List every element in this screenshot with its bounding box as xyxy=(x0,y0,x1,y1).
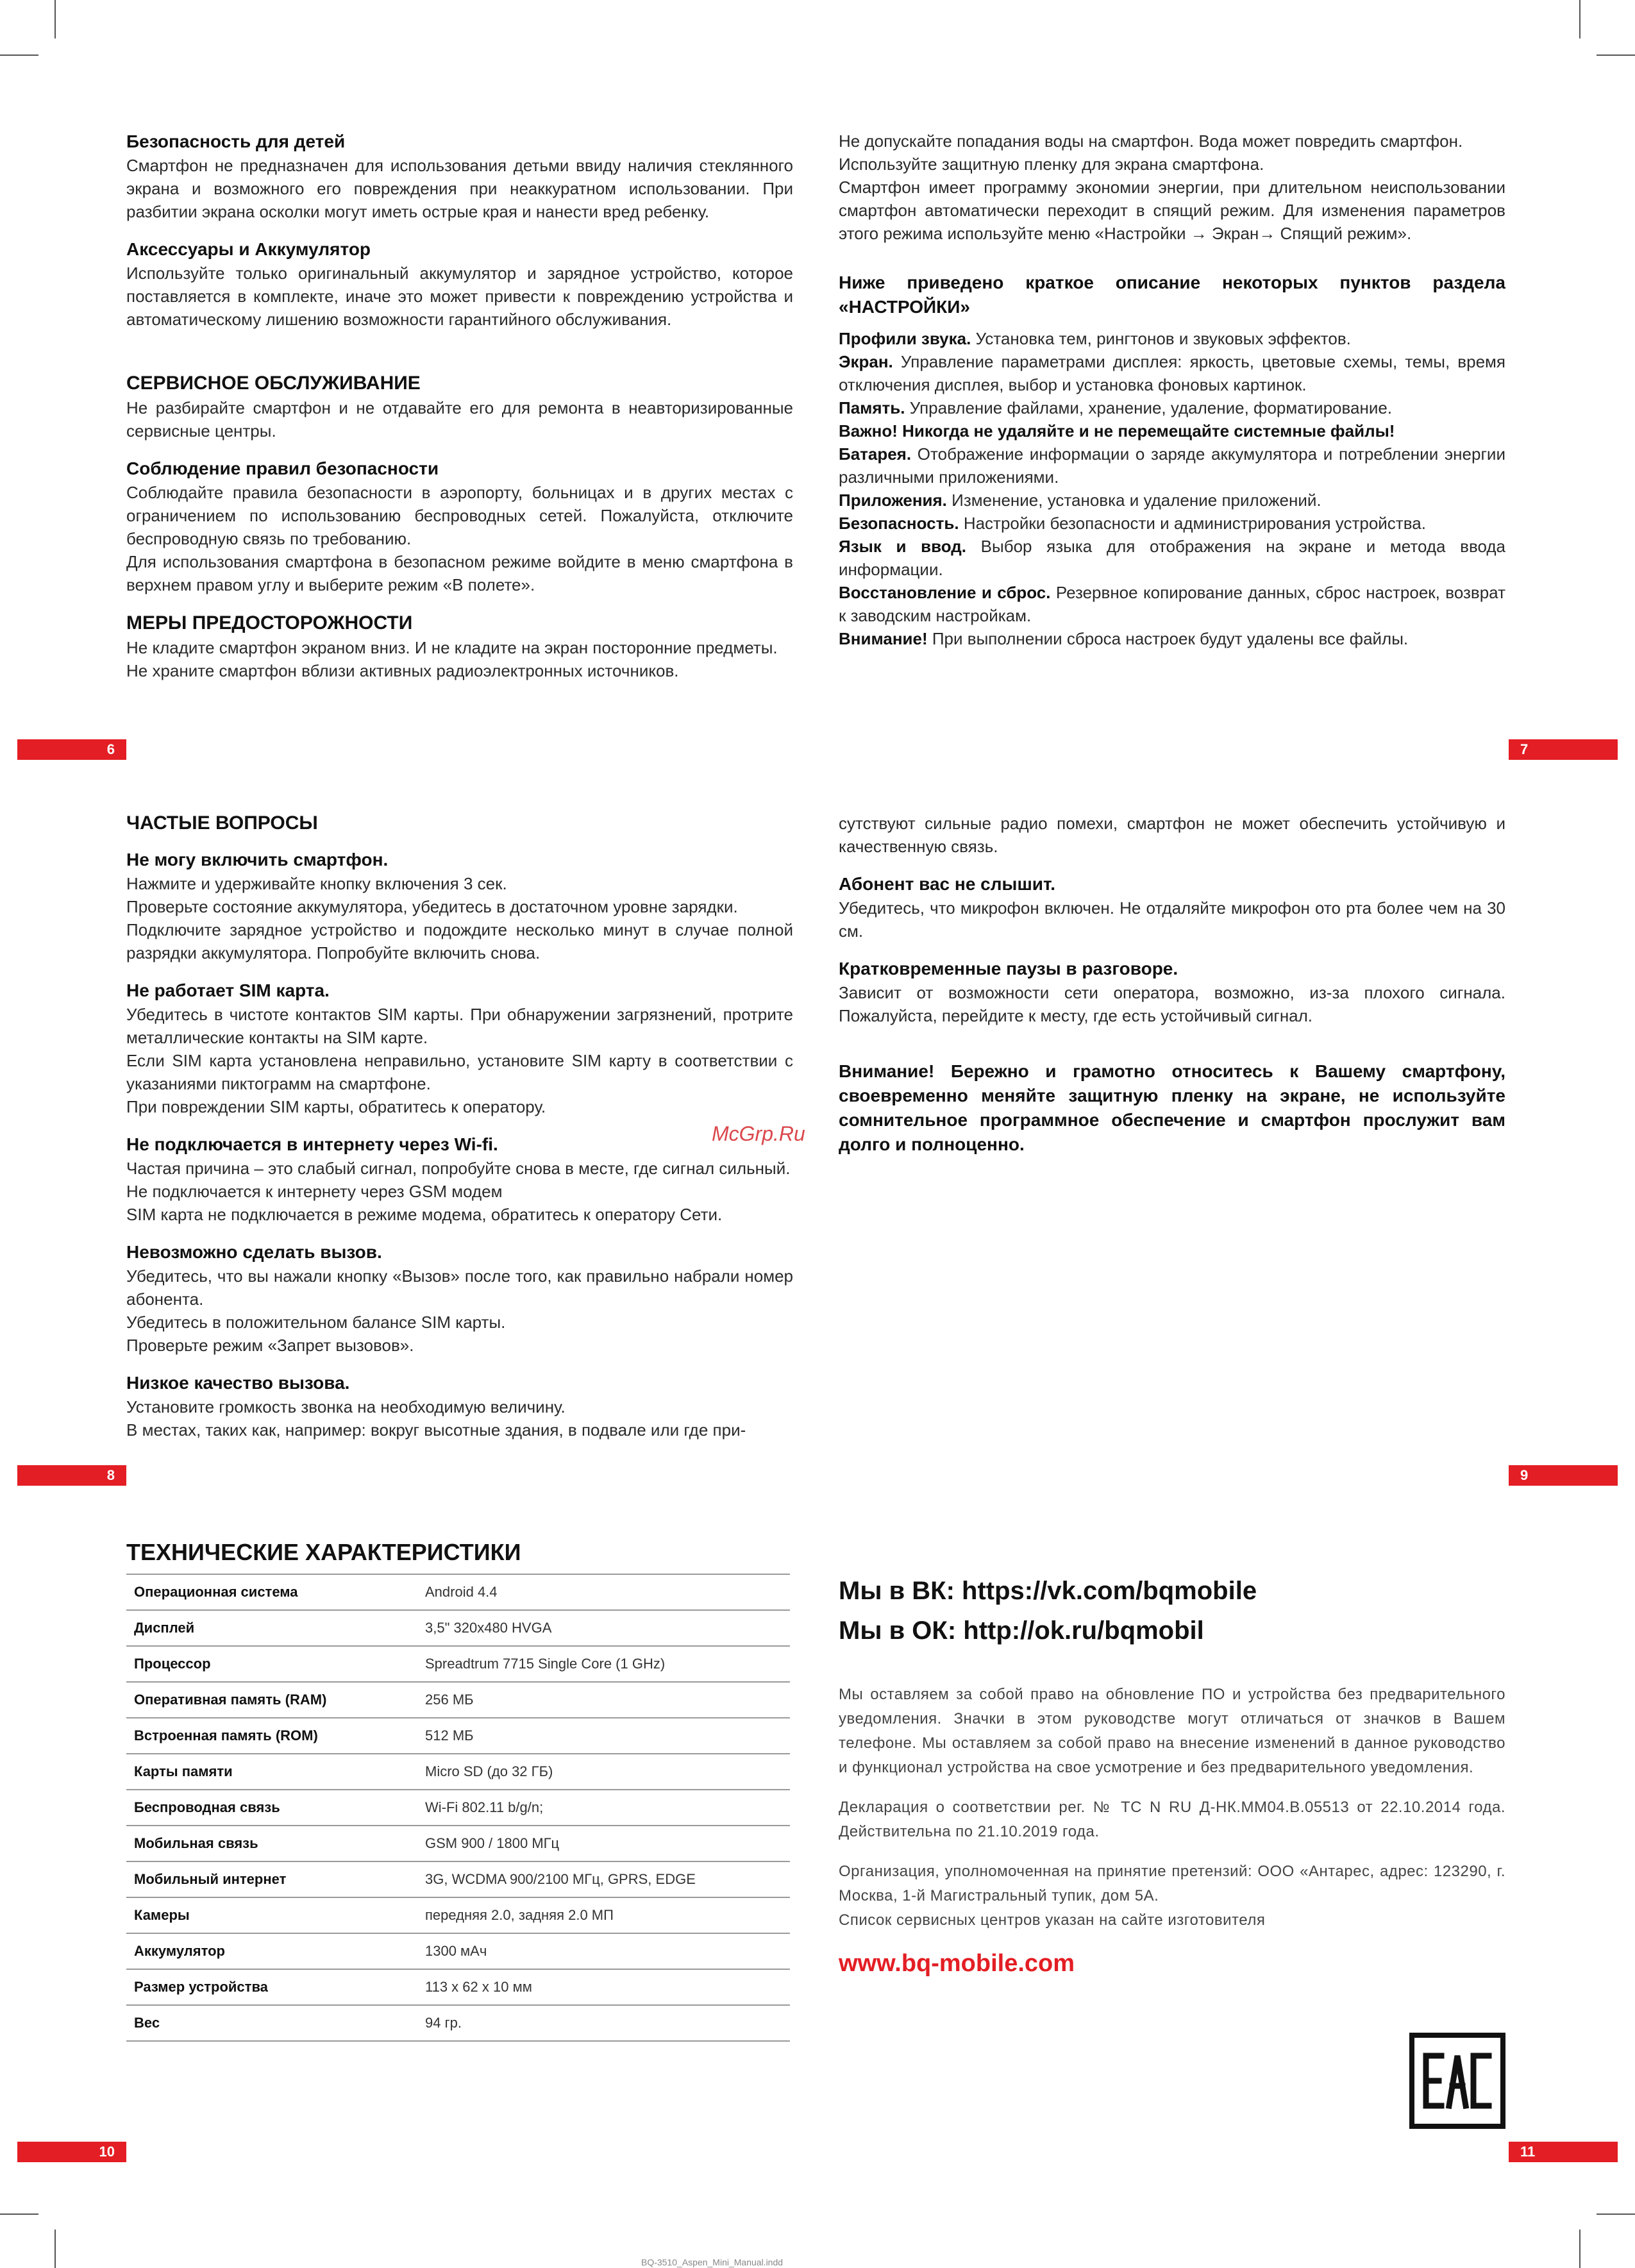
faq-answer: Не подключается к интернету через GSM модем xyxy=(126,1182,503,1201)
paragraph: сутствуют сильные радио помехи, смартфон не может обеспечить устойчивую и качественную связь. xyxy=(839,814,1505,856)
spec-row xyxy=(126,1933,790,1969)
paragraph: Смартфон имеет программу экономии энергии, при длительном неиспользовании смартфон автоматически переходит в спящий режим. Для изменения параметров этого режима используйте меню «Настройки → Экран→ Спящий режим». xyxy=(839,178,1505,243)
settings-item xyxy=(839,489,1505,512)
spec-value: 256 МБ xyxy=(417,1682,790,1718)
spec-key: Размер устройства xyxy=(126,1969,417,2005)
crop-mark xyxy=(1597,2213,1635,2215)
section-heading: ЧАСТЫЕ ВОПРОСЫ xyxy=(126,812,318,834)
settings-item xyxy=(839,512,1505,535)
spec-key: Операционная система xyxy=(126,1574,417,1610)
spec-key: Беспроводная связь xyxy=(126,1790,417,1826)
spec-row xyxy=(126,2005,790,2041)
spec-value: 3,5" 320х480 HVGA xyxy=(417,1610,790,1646)
section-title: Безопасность для детей xyxy=(126,131,346,151)
settings-item xyxy=(839,419,1505,442)
spec-key: Процессор xyxy=(126,1646,417,1682)
settings-description: Управление файлами, хранение, удаление, форматирование. xyxy=(909,398,1393,417)
website-link[interactable]: www.bq-mobile.com xyxy=(839,1950,1075,1977)
disclaimer: Мы оставляем за собой право на обновление ПО и устройства без предварительного уведомления. Значки в этом руководстве могут отличаться от значков в Вашем телефоне. Мы оставляем за собой право на внесение изменений в данное руководство и функционал устройства на свое усмотрение и без предварительного уведомления. xyxy=(839,1686,1505,1776)
page-7 xyxy=(839,130,1505,650)
settings-term: Язык и ввод. xyxy=(839,537,967,556)
crop-mark xyxy=(55,0,56,38)
crop-mark xyxy=(1579,0,1581,38)
spec-row xyxy=(126,1574,790,1610)
declaration: Декларация о соответствии рег. № ТС N RU Д-НК.ММ04.В.05513 от 22.10.2014 года. Действительна по 21.10.2019 года. xyxy=(839,1799,1505,1840)
crop-mark xyxy=(0,2213,38,2215)
settings-item xyxy=(839,581,1505,627)
section-text: Для использования смартфона в безопасном режиме войдите в меню смартфона в верхнем правом углу и выберите режим «В полете». xyxy=(126,552,793,594)
settings-description: Установка тем, рингтонов и звуковых эффектов. xyxy=(975,329,1351,348)
spec-row xyxy=(126,1790,790,1826)
paragraph: Не допускайте попадания воды на смартфон. Вода может повредить смартфон. xyxy=(839,131,1463,151)
settings-item xyxy=(839,535,1505,581)
spec-value: GSM 900 / 1800 МГц xyxy=(417,1826,790,1861)
section-text: Не разбирайте смартфон и не отдавайте его для ремонта в неавторизированные сервисные центры. xyxy=(126,398,793,441)
faq-question: Не подключается в интернету через Wi-fi. xyxy=(126,1134,498,1154)
settings-item xyxy=(839,627,1505,650)
settings-list xyxy=(839,327,1505,650)
spec-key: Встроенная память (ROM) xyxy=(126,1718,417,1754)
section-title: Соблюдение правил безопасности xyxy=(126,458,439,478)
settings-description: Выбор языка для отображения на экране и метода ввода информации. xyxy=(839,537,1505,579)
settings-term: Восстановление и сброс. xyxy=(839,583,1051,602)
faq-question: Не работает SIM карта. xyxy=(126,980,330,1000)
page-number-badge: 10 xyxy=(17,2142,126,2162)
care-warning: Внимание! Бережно и грамотно относитесь к Вашему смартфону, своевременно меняйте защитную пленку на экране, не используйте сомнительное программное обеспечение и смартфон прослужит вам долго и полноценно. xyxy=(839,1061,1505,1154)
section-heading: СЕРВИСНОЕ ОБСЛУЖИВАНИЕ xyxy=(126,373,421,394)
faq-answer: Убедитесь в чистоте контактов SIM карты. При обнаружении загрязнений, протрите металлические контакты на SIM карте. xyxy=(126,1005,793,1047)
crop-mark xyxy=(1597,55,1635,56)
page-number-badge: 11 xyxy=(1509,2142,1618,2162)
settings-term: Батарея. xyxy=(839,444,912,464)
section-text: Не кладите смартфон экраном вниз. И не кладите на экран посторонние предметы. xyxy=(126,638,778,657)
spec-key: Дисплей xyxy=(126,1610,417,1646)
faq-answer: Установите громкость звонка на необходимую величину. xyxy=(126,1397,566,1416)
settings-item xyxy=(839,396,1505,419)
faq-answer: Частая причина – это слабый сигнал, попробуйте снова в месте, где сигнал сильный. xyxy=(126,1159,791,1178)
section-text: Используйте только оригинальный аккумулятор и зарядное устройство, которое поставляется в комплекте, иначе это может привести к повреждению устройства и автоматическому лишению возможности гарантийного обслуживания. xyxy=(126,264,793,329)
vk-link[interactable]: Мы в ВК: https://vk.com/bqmobile xyxy=(839,1577,1257,1605)
spec-value: Micro SD (до 32 ГБ) xyxy=(417,1754,790,1790)
settings-description: При выполнении сброса настроек будут удалены все файлы. xyxy=(932,629,1409,648)
page-number-badge: 8 xyxy=(17,1465,126,1486)
footer-filename: BQ-3510_Aspen_Mini_Manual.indd xyxy=(641,2257,784,2267)
faq-answer: При повреждении SIM карты, обратитесь к оператору. xyxy=(126,1097,546,1116)
spec-row xyxy=(126,1754,790,1790)
settings-description: Управление параметрами дисплея: яркость, цветовые схемы, темы, время отключения дисплея, выбор и установка фоновых картинок. xyxy=(839,352,1505,394)
faq-question: Низкое качество вызова. xyxy=(126,1373,350,1393)
settings-description: Отображение информации о заряде аккумулятора и потреблении энергии различными приложениями. xyxy=(839,444,1505,487)
settings-term: Экран. xyxy=(839,352,893,371)
page-11 xyxy=(839,1571,1505,1975)
spec-value: 113 х 62 х 10 мм xyxy=(417,1969,790,2005)
spec-value: Wi-Fi 802.11 b/g/n; xyxy=(417,1790,790,1826)
spec-row xyxy=(126,1861,790,1897)
settings-description: Резервное копирование данных, сброс настроек, возврат к заводским настройкам. xyxy=(839,583,1505,625)
spec-row xyxy=(126,1826,790,1861)
section-heading: ТЕХНИЧЕСКИЕ ХАРАКТЕРИСТИКИ xyxy=(126,1539,521,1565)
faq-answer: SIM карта не подключается в режиме модема, обратитесь к оператору Сети. xyxy=(126,1205,723,1224)
spec-value: 512 МБ xyxy=(417,1718,790,1754)
eac-logo xyxy=(1414,2038,1500,2124)
faq-answer: Нажмите и удерживайте кнопку включения 3 сек. xyxy=(126,874,507,893)
faq-answer: Зависит от возможности сети оператора, возможно, из-за плохого сигнала. Пожалуйста, перейдите к месту, где есть устойчивый сигнал. xyxy=(839,983,1505,1025)
spec-row xyxy=(126,1646,790,1682)
page-number-badge: 9 xyxy=(1509,1465,1618,1486)
spec-value: 1300 мАч xyxy=(417,1933,790,1969)
spec-key: Мобильная связь xyxy=(126,1826,417,1861)
settings-term: Важно! Никогда не удаляйте и не перемещайте системные файлы! xyxy=(839,421,1395,441)
specs-table xyxy=(126,1574,790,2042)
crop-mark xyxy=(0,55,38,56)
faq-answer: Убедитесь, что вы нажали кнопку «Вызов» после того, как правильно набрали номер абонента. xyxy=(126,1266,793,1309)
settings-term: Приложения. xyxy=(839,491,947,510)
settings-heading: Ниже приведено краткое описание некоторых пунктов раздела «НАСТРОЙКИ» xyxy=(839,273,1505,317)
settings-term: Безопасность. xyxy=(839,514,959,533)
spec-value: 3G, WCDMA 900/2100 МГц, GPRS, EDGE xyxy=(417,1861,790,1897)
settings-item xyxy=(839,350,1505,396)
paragraph: Используйте защитную пленку для экрана смартфона. xyxy=(839,155,1264,174)
settings-description: Изменение, установка и удаление приложений. xyxy=(952,491,1321,510)
page-9 xyxy=(839,812,1505,1157)
faq-answer: Проверьте состояние аккумулятора, убедитесь в достаточном уровне зарядки. xyxy=(126,897,738,916)
section-title: Аксессуары и Аккумулятор xyxy=(126,239,371,259)
spec-key: Аккумулятор xyxy=(126,1933,417,1969)
spec-key: Вес xyxy=(126,2005,417,2041)
spec-row xyxy=(126,1718,790,1754)
faq-question: Невозможно сделать вызов. xyxy=(126,1242,382,1262)
spec-value: Android 4.4 xyxy=(417,1574,790,1610)
faq-question: Абонент вас не слышит. xyxy=(839,874,1056,894)
page-8 xyxy=(126,811,793,1456)
crop-mark xyxy=(55,2230,56,2268)
faq-answer: Если SIM карта установлена неправильно, установите SIM карту в соответствии с указаниями пиктограмм на смартфоне. xyxy=(126,1051,793,1093)
section-heading: МЕРЫ ПРЕДОСТОРОЖНОСТИ xyxy=(126,612,413,634)
faq-question: Кратковременные паузы в разговоре. xyxy=(839,959,1178,979)
settings-term: Память. xyxy=(839,398,905,417)
faq-answer: Убедитесь, что микрофон включен. Не отдаляйте микрофон ото рта более чем на 30 см. xyxy=(839,898,1505,941)
eac-mark-icon xyxy=(1409,2033,1505,2129)
settings-item xyxy=(839,327,1505,350)
settings-term: Внимание! xyxy=(839,629,928,648)
spec-key: Карты памяти xyxy=(126,1754,417,1790)
spec-value: Spreadtrum 7715 Single Core (1 GHz) xyxy=(417,1646,790,1682)
watermark: McGrp.Ru xyxy=(712,1122,805,1145)
settings-description: Настройки безопасности и администрирования устройства. xyxy=(963,514,1426,533)
spec-key: Камеры xyxy=(126,1897,417,1933)
page-number-badge: 6 xyxy=(17,739,126,760)
spec-value: передняя 2.0, задняя 2.0 МП xyxy=(417,1897,790,1933)
spec-row xyxy=(126,1897,790,1933)
faq-question: Не могу включить смартфон. xyxy=(126,850,389,869)
spec-value: 94 гр. xyxy=(417,2005,790,2041)
spec-row xyxy=(126,1682,790,1718)
section-text: Соблюдайте правила безопасности в аэропорту, больницах и в других местах с ограничением по использованию беспроводных сетей. Пожалуйста, отключите беспроводную связь по требованию. xyxy=(126,483,793,548)
spec-key: Мобильный интернет xyxy=(126,1861,417,1897)
faq-answer: Убедитесь в положительном балансе SIM карты. xyxy=(126,1313,506,1332)
section-text: Смартфон не предназначен для использования детьми ввиду наличия стеклянного экрана и возможного его повреждения при неаккуратном использовании. При разбитии экрана осколки могут иметь острые края и нанести вред ребенку. xyxy=(126,156,793,221)
faq-answer: Проверьте режим «Запрет вызовов». xyxy=(126,1336,414,1355)
page-number-badge: 7 xyxy=(1509,739,1618,760)
section-text: Не храните смартфон вблизи активных радиоэлектронных источников. xyxy=(126,661,679,680)
settings-item xyxy=(839,442,1505,489)
faq-answer: Подключите зарядное устройство и подождите несколько минут в случае полной разрядки аккумулятора. Попробуйте включить снова. xyxy=(126,920,793,962)
page-6 xyxy=(126,130,793,696)
spec-key: Оперативная память (RAM) xyxy=(126,1682,417,1718)
spec-row xyxy=(126,1610,790,1646)
spec-row xyxy=(126,1969,790,2005)
service-centers-note: Список сервисных центров указан на сайте изготовителя xyxy=(839,1911,1266,1929)
crop-mark xyxy=(1579,2230,1581,2268)
authorized-organization: Организация, уполномоченная на принятие претензий: ООО «Антарес, адрес: 123290, г. Москва, 1-й Магистральный тупик, дом 5А. xyxy=(839,1863,1505,1904)
page-10 xyxy=(126,1538,793,2042)
settings-term: Профили звука. xyxy=(839,329,971,348)
faq-answer: В местах, таких как, например: вокруг высотные здания, в подвале или где при- xyxy=(126,1420,746,1440)
ok-link[interactable]: Мы в ОК: http://ok.ru/bqmobil xyxy=(839,1617,1204,1645)
